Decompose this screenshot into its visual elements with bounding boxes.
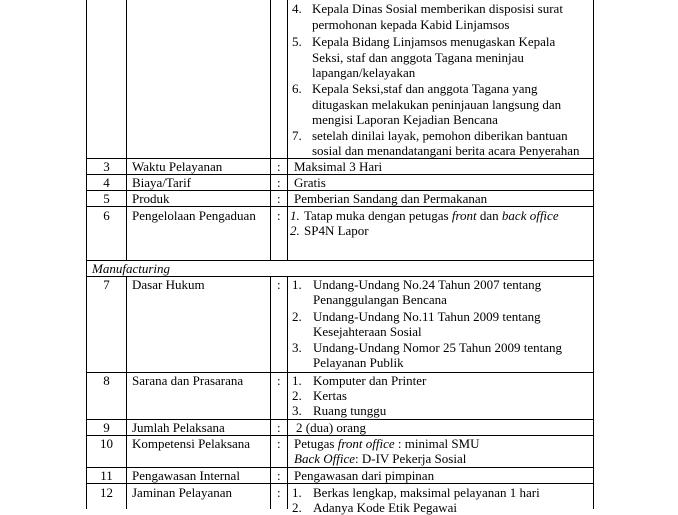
row-label: Sarana dan Prasarana [132,373,244,388]
list-item: Undang-Undang No.11 Tahun 2009 tentang [313,309,541,324]
colon: : [277,277,281,292]
row-label: Jumlah Pelaksana [132,420,225,435]
col-divider-label-2 [270,276,271,509]
list-item: Undang-Undang Nomor 25 Tahun 2009 tentang [313,340,563,355]
competency-line: Petugas front office : minimal SMU [294,436,480,451]
row-number: 10 [100,436,113,451]
row-label: Kompetensi Pelaksana [132,436,251,451]
row-label: Jaminan Pelayanan [132,485,232,500]
col-divider-colon-2 [287,276,288,509]
list-item: Tatap muka dengan petugas front dan back office [304,208,559,223]
step-text: permohonan kepada Kabid Linjamsos [312,17,510,32]
row-number: 9 [103,420,110,435]
list-number: 3. [292,403,302,418]
step-text: Kepala Bidang Linjamsos menugaskan Kepala [312,34,556,49]
list-item: Penanggulangan Bencana [313,292,447,307]
step-text: mengisi Laporan Kejadian Bencana [312,112,498,127]
row-label: Biaya/Tarif [132,175,192,190]
row-number: 5 [103,191,110,206]
row-number: 11 [100,468,113,483]
list-item: SP4N Lapor [304,223,369,238]
row-label: Pengelolaan Pengaduan [132,208,256,223]
list-number: 2. [290,223,300,238]
colon: : [277,420,281,435]
table-border-right [593,0,594,509]
colon: : [277,468,281,483]
colon: : [277,373,281,388]
step-text: Kepala Dinas Sosial memberikan disposisi surat [312,1,563,16]
col-divider-no [126,0,127,260]
step-number: 6. [292,81,302,96]
colon: : [277,436,281,451]
step-text: setelah dinilai layak, pemohon diberikan bantuan [312,128,568,143]
list-item: Pelayanan Publik [313,355,404,370]
list-number: 2. [292,309,302,324]
row-label: Produk [132,191,170,206]
list-number: 1. [292,373,302,388]
row-number: 6 [103,208,110,223]
list-item: Undang-Undang No.24 Tahun 2007 tentang [313,277,542,292]
step-text: Kepala Seksi,staf dan anggota Tagana yang [312,81,538,96]
col-divider-no-2 [126,276,127,509]
row-number: 12 [100,485,113,500]
row-number: 7 [103,277,110,292]
row-value: Pengawasan dari pimpinan [294,468,435,483]
step-text: Seksi, staf dan anggota Tagana meninjau [312,50,524,65]
section-heading: Manufacturing [92,261,170,276]
step-number: 5. [292,34,302,49]
step-text: lapangan/kelayakan [312,65,416,80]
list-item: Kesejahteraan Sosial [313,324,422,339]
list-number: 2. [292,388,302,403]
colon: : [277,159,281,174]
list-number: 1. [292,485,302,500]
colon: : [277,208,281,223]
col-divider-label [270,0,271,260]
col-divider-colon [287,0,288,260]
row-number: 3 [103,159,110,174]
row-number: 8 [103,373,110,388]
colon: : [277,485,281,500]
list-number: 3. [292,340,302,355]
row-value: Gratis [294,175,326,190]
list-number: 2. [292,500,302,515]
row-value: 2 (dua) orang [296,420,367,435]
step-number: 4. [292,1,302,16]
step-number: 7. [292,128,302,143]
list-item: Berkas lengkap, maksimal pelayanan 1 hari [313,485,540,500]
step-text: sosial dan menandatangani berita acara Penyerahan [312,143,580,158]
row-label: Dasar Hukum [132,277,205,292]
list-number: 1. [292,277,302,292]
row-value: Maksimal 3 Hari [294,159,383,174]
row-value: Pemberian Sandang dan Permakanan [294,191,488,206]
row-number: 4 [103,175,110,190]
list-item: Ruang tunggu [313,403,387,418]
colon: : [277,175,281,190]
row-label: Pengawasan Internal [132,468,240,483]
colon: : [277,191,281,206]
row-label: Waktu Pelayanan [132,159,223,174]
competency-line: Back Office: D-IV Pekerja Sosial [294,451,467,466]
list-item: Kertas [313,388,347,403]
list-item: Adanya Kode Etik Pegawai [313,500,458,515]
row-line [86,483,594,484]
row-line [86,206,594,207]
list-item: Komputer dan Printer [313,373,427,388]
list-number: 1. [290,208,300,223]
step-text: ditugaskan melakukan peninjauan langsung dan [312,97,562,112]
